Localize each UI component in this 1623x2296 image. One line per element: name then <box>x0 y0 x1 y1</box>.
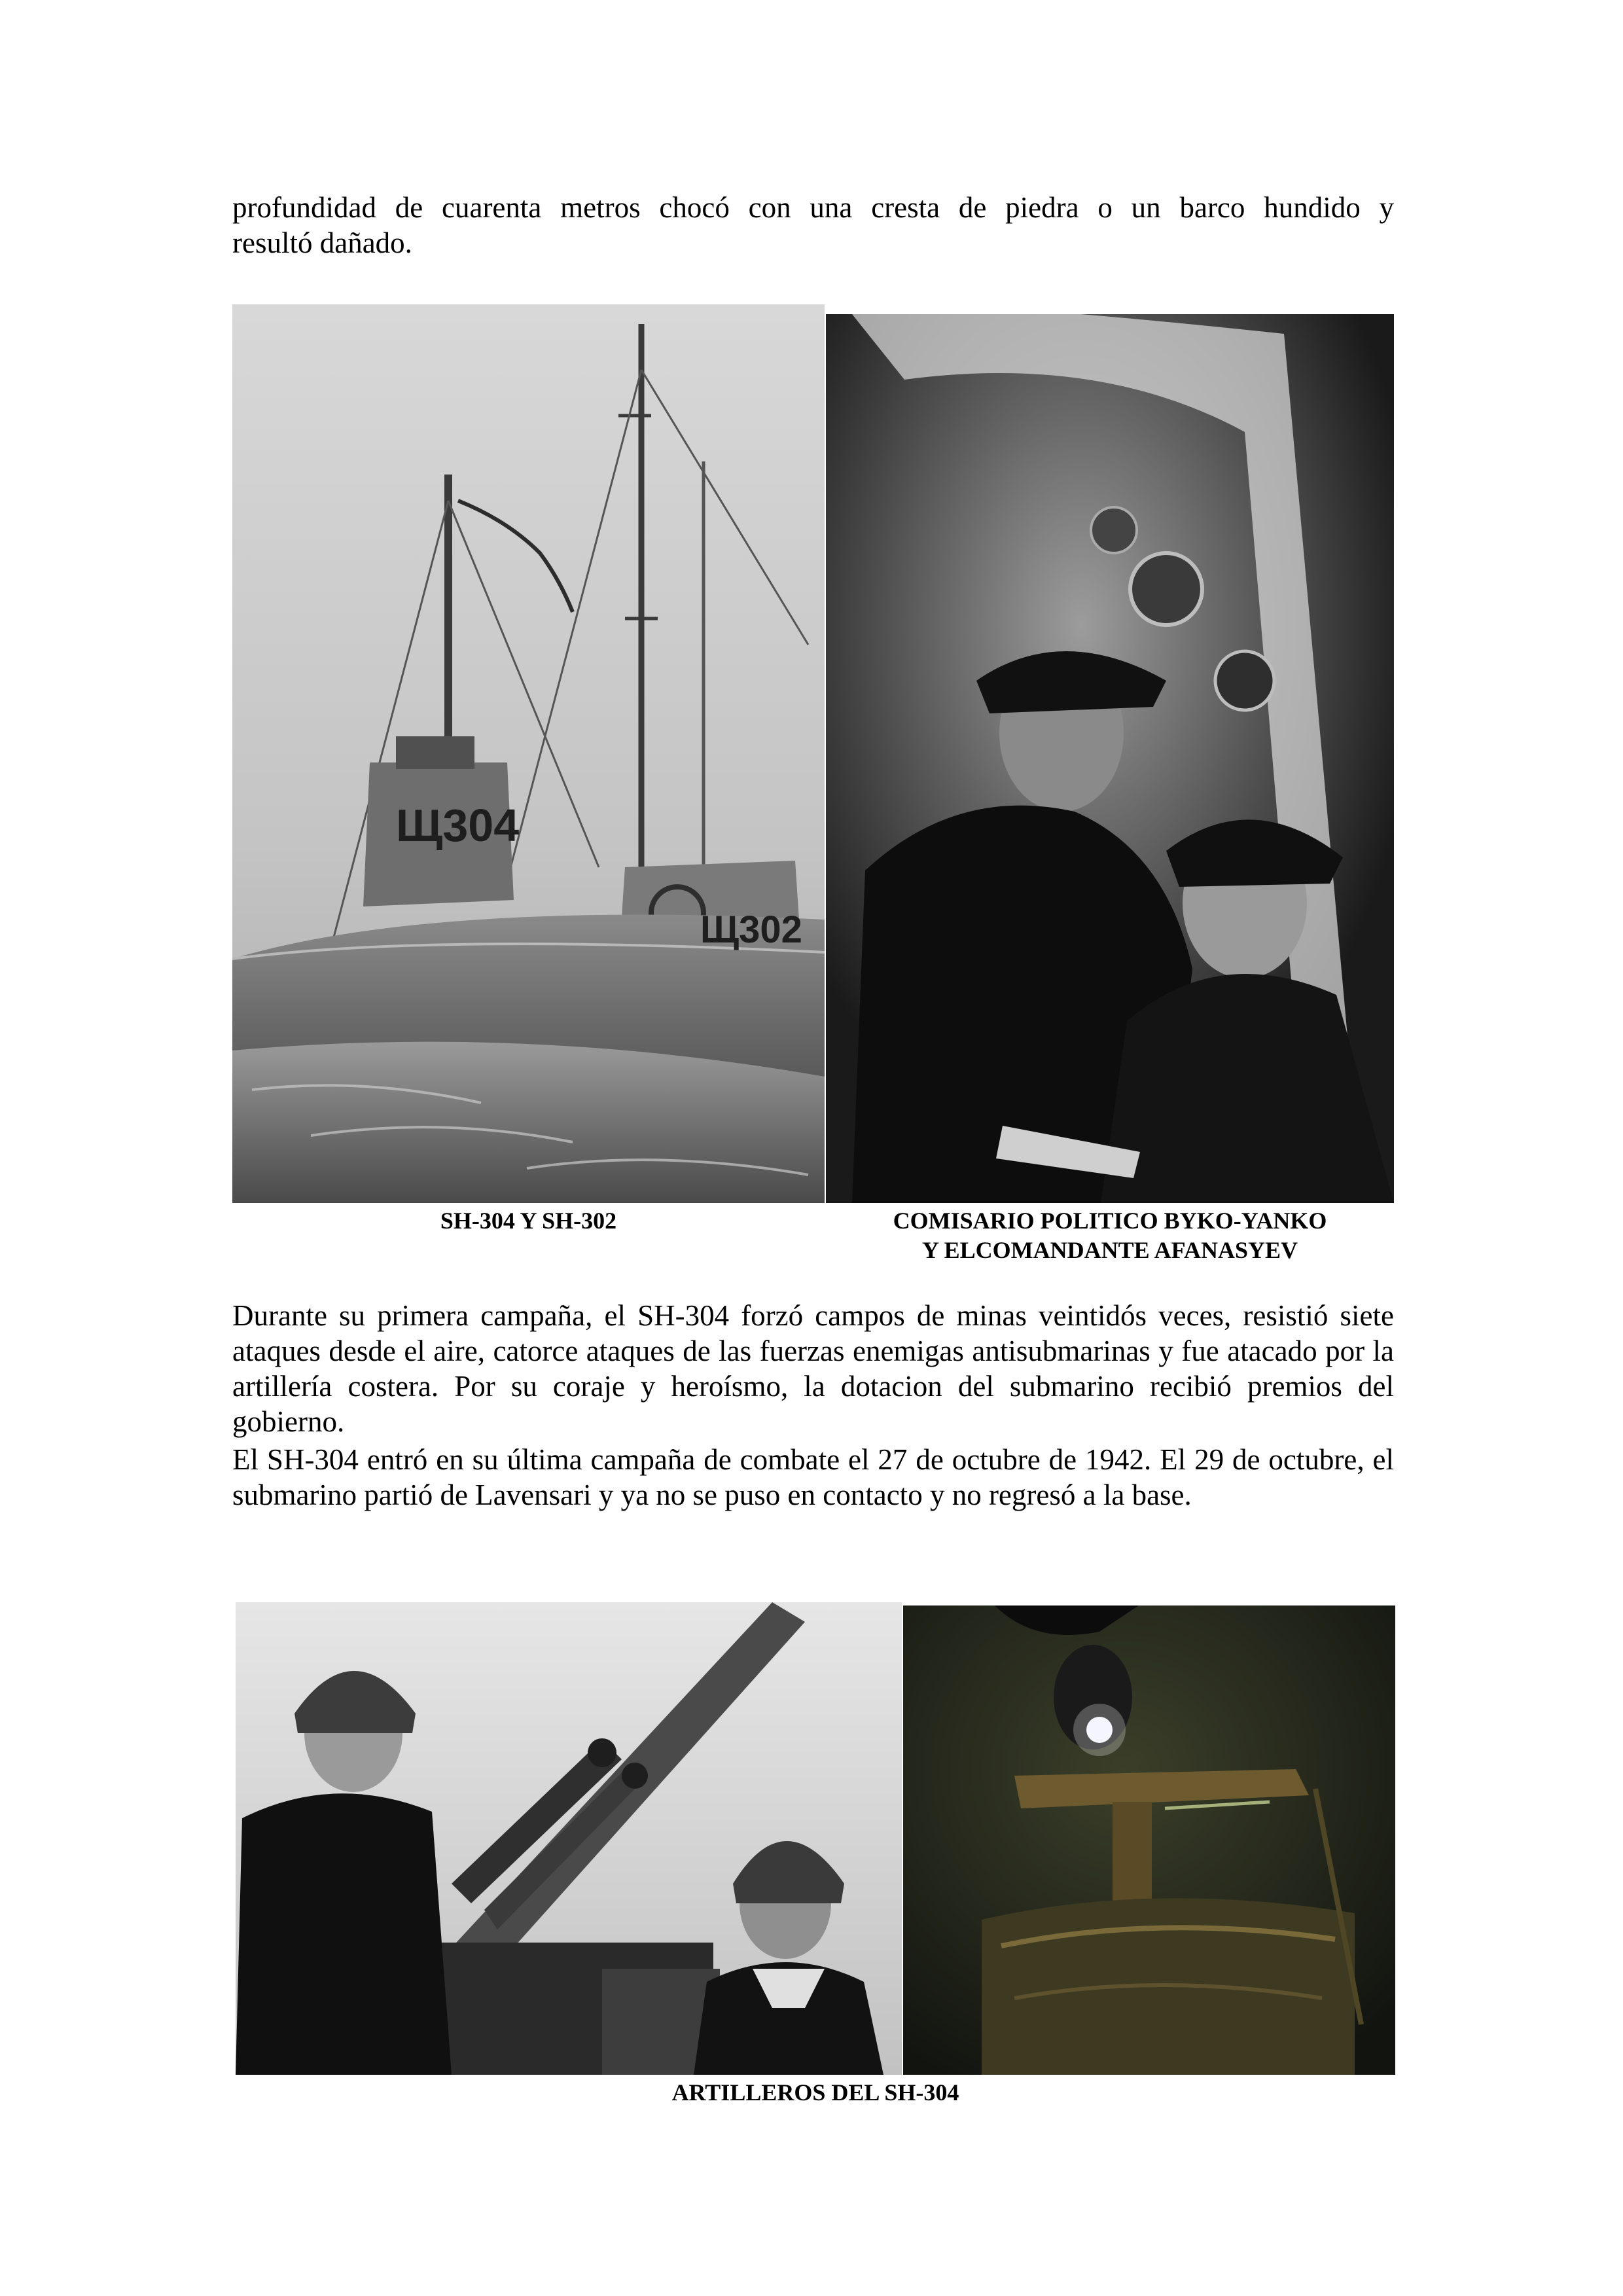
photo-submarines <box>232 304 825 1203</box>
photo-gunners <box>236 1602 902 2075</box>
caption-commanders-line-1: COMISARIO POLITICO BYKO-YANKO <box>893 1208 1327 1234</box>
submarines-illustration <box>232 304 825 1203</box>
top-paragraph <box>232 190 1394 260</box>
caption-gunners <box>236 2078 1395 2108</box>
caption-gunners-text: ARTILLEROS DEL SH-304 <box>671 2079 959 2106</box>
hull-marking-sh-304: Щ304 <box>396 800 520 851</box>
commanders-illustration <box>826 314 1394 1203</box>
body-paragraph-2: El SH-304 entró en su última campaña de combate el 27 de octubre de 1942. El 29 de octubre, el submarino partió de Lavensari y ya no se puso en contacto y no regresó a la base. <box>232 1443 1394 1511</box>
hull-marking-sh-302: Щ302 <box>700 908 802 951</box>
caption-commanders-line-2: Y ELCOMANDANTE AFANASYEV <box>921 1237 1298 1263</box>
gunners-illustration <box>236 1602 902 2075</box>
caption-commanders <box>826 1206 1394 1265</box>
caption-submarines <box>232 1206 825 1236</box>
top-paragraph-line-2: resultó dañado. <box>232 226 412 259</box>
caption-submarines-text: SH-304 Y SH-302 <box>440 1208 617 1234</box>
photo-commanders <box>826 314 1394 1203</box>
body-paragraph-1: Durante su primera campaña, el SH-304 forzó campos de minas veintidós veces, resistió siete ataques desde el aire, catorce ataques de las fuerzas enemigas antisubmarinas y fue atacado por la artillería costera. Por su coraje y heroísmo, la dotacion del submarino recibió premios del gobierno. <box>232 1299 1394 1438</box>
photo-wreck <box>903 1605 1395 2075</box>
wreck-illustration <box>903 1605 1395 2075</box>
top-paragraph-line-1: profundidad de cuarenta metros chocó con una cresta de piedra o un barco hundido y <box>232 191 1394 224</box>
